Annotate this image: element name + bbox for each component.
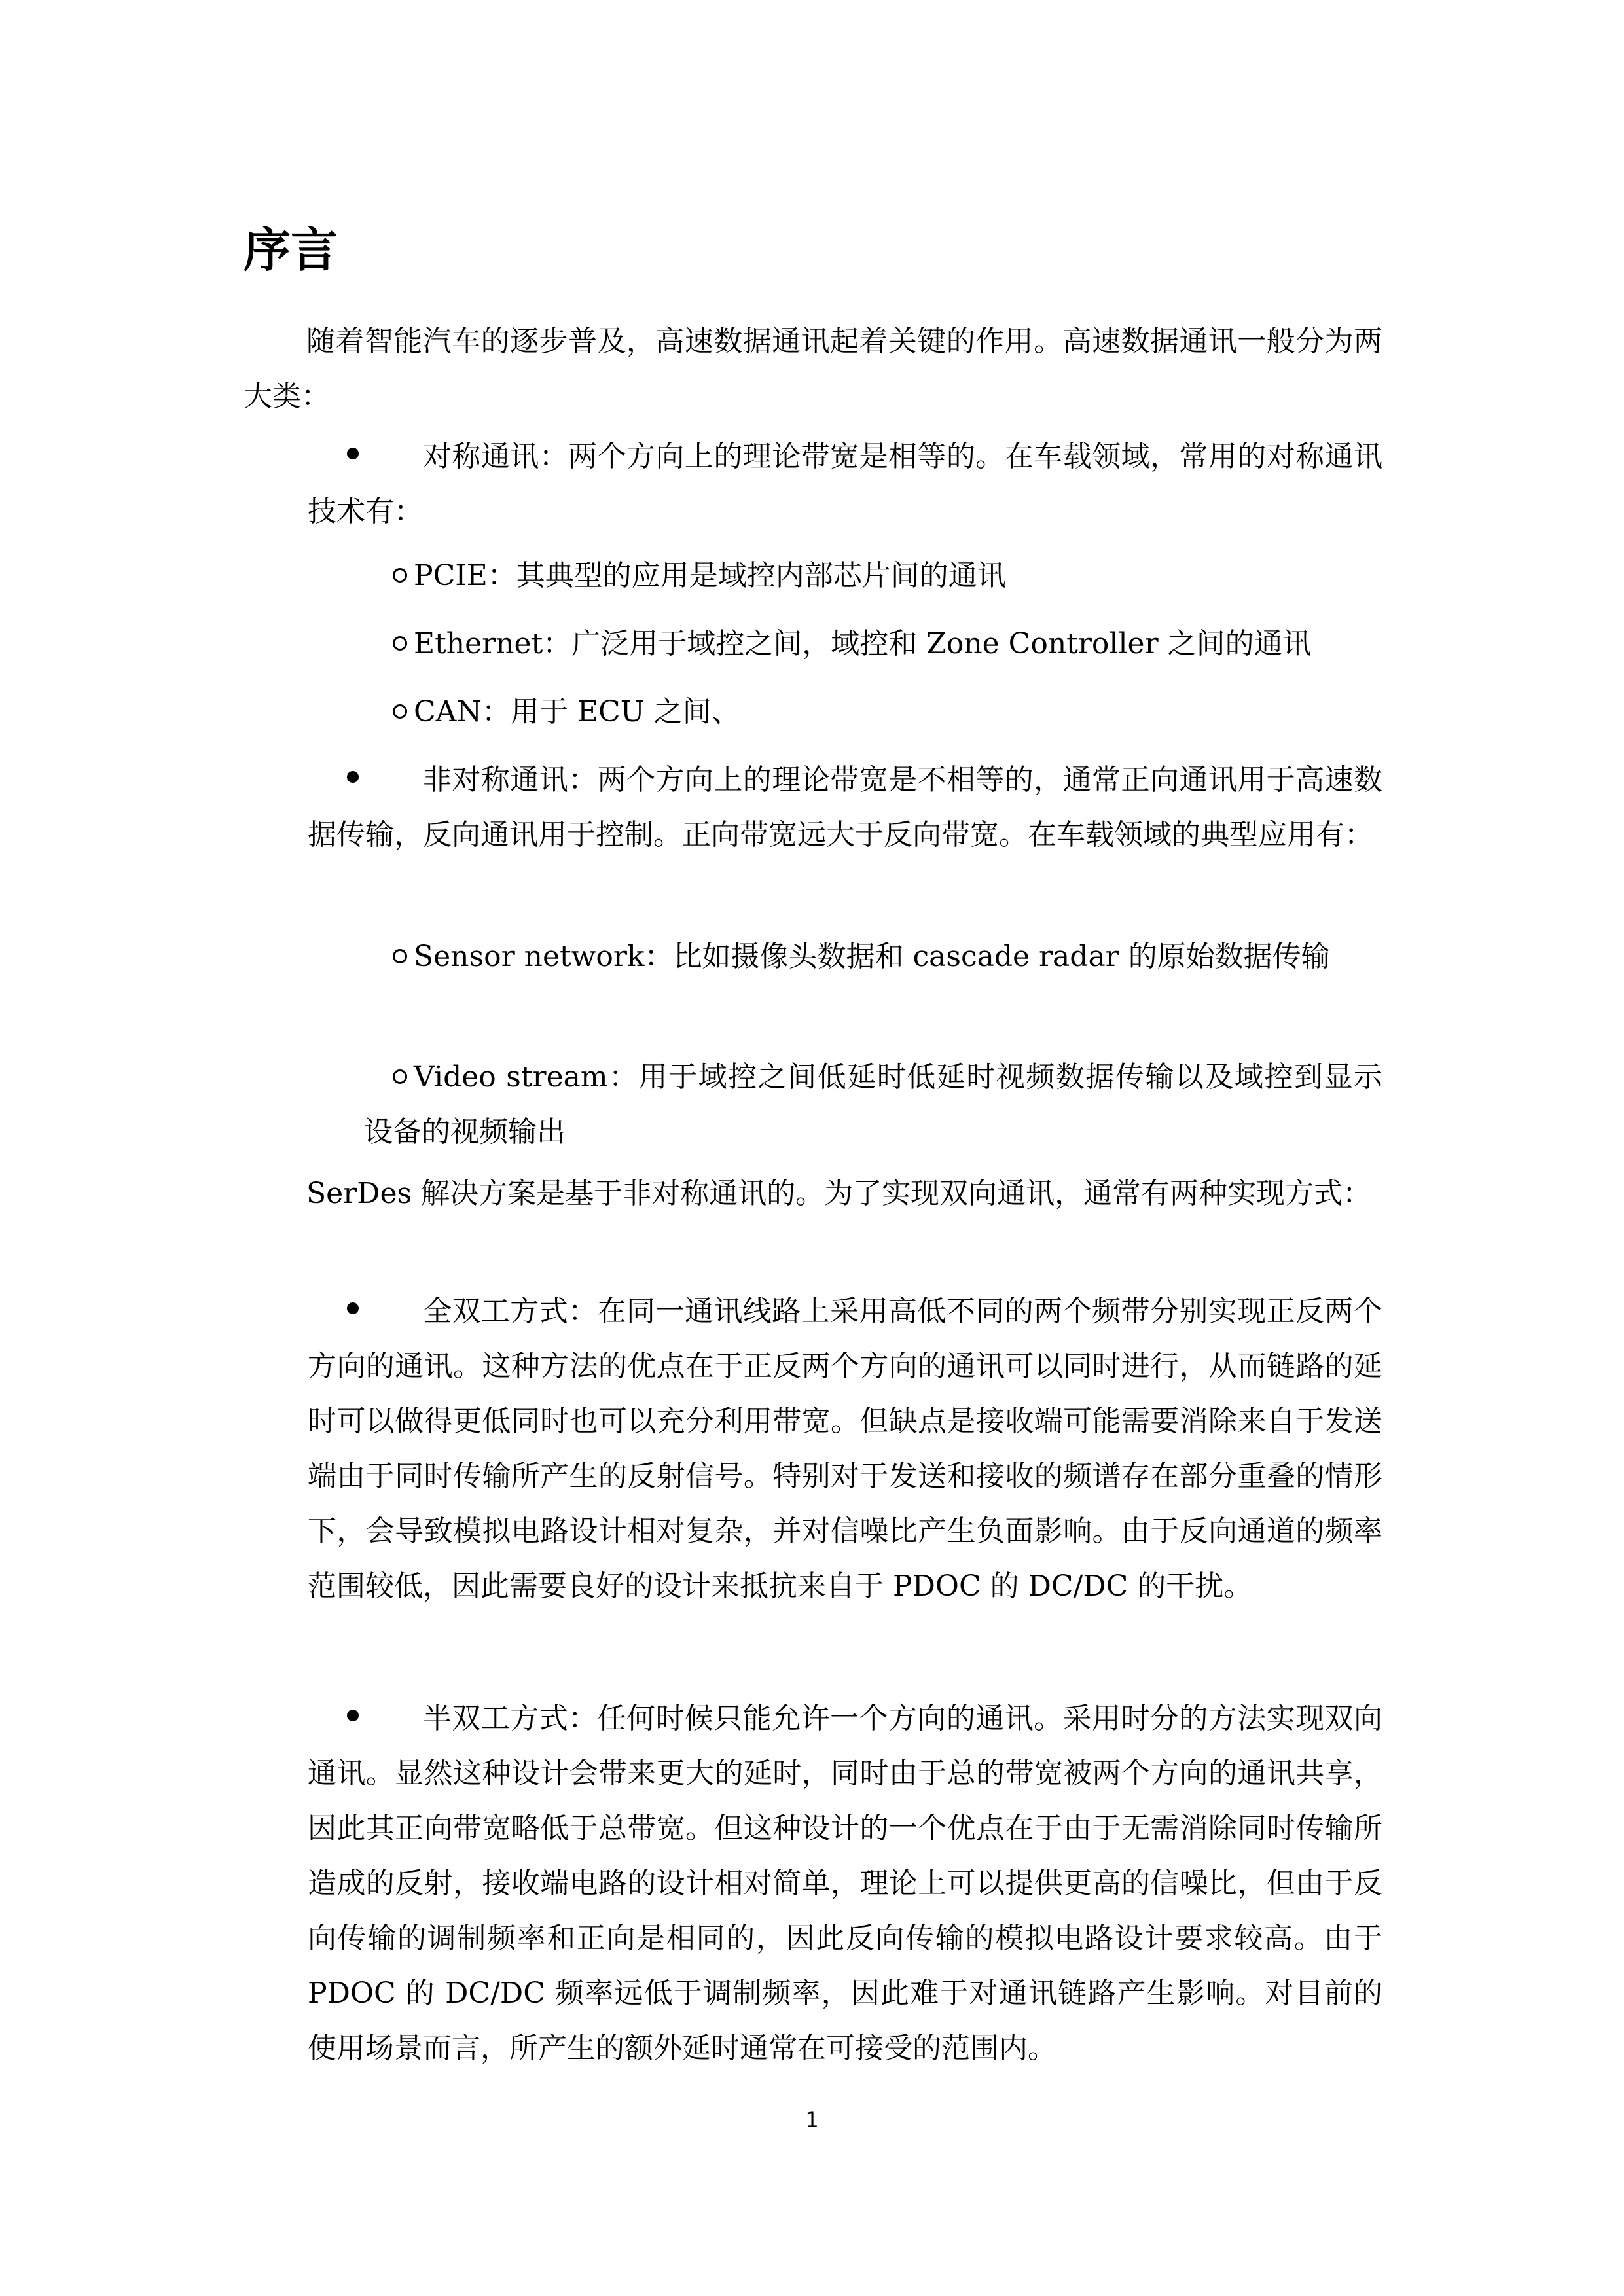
sub-item-pcie [393, 548, 1382, 603]
bullet-text: 非对称通讯：两个方向上的理论带宽是不相等的，通常正向通讯用于高速数据传输，反向通讯用于控制。正向带宽远大于反向带宽。在车载领域的典型应用有： [308, 763, 1382, 852]
bullet-item-asymmetric [308, 753, 1382, 863]
page-number: 1 [805, 2108, 819, 2132]
sub-item-text: Video stream：用于域控之间低延时低延时视频数据传输以及域控到显示设备的视频输出 [364, 1060, 1382, 1149]
sub-item-video-stream [364, 1050, 1382, 1160]
sub-item-text: PCIE：其典型的应用是域控内部芯片间的通讯 [414, 559, 1006, 592]
bullet-dot [347, 1302, 359, 1314]
circle-bullet-icon [393, 949, 407, 963]
bullet-text: 对称通讯：两个方向上的理论带宽是相等的。在车载领域，常用的对称通讯技术有： [308, 440, 1382, 528]
circle-bullet-icon [393, 636, 407, 651]
bullet-dot [347, 448, 359, 459]
intro-paragraph: 随着智能汽车的逐步普及，高速数据通讯起着关键的作用。高速数据通讯一般分为两大类： [244, 325, 1382, 413]
sub-item-text: Sensor network：比如摄像头数据和 cascade radar 的原始数据传输 [414, 940, 1330, 973]
circle-bullet-icon [393, 704, 407, 719]
bullet-dot [347, 1710, 359, 1721]
bullet-item-symmetric [308, 429, 1382, 539]
circle-bullet-icon [393, 568, 407, 583]
sub-item-can [393, 685, 1382, 740]
bullet-text: 全双工方式：在同一通讯线路上采用高低不同的两个频带分别实现正反两个方向的通讯。这种方法的优点在于正反两个方向的通讯可以同时进行，从而链路的延时可以做得更低同时也可以充分利用带宽。但缺点是接收端可能需要消除来自于发送端由于同时传输所产生的反射信号。特别对于发送和接收的频谱存在部分重叠的情形下，会导致模拟电路设计相对复杂，并对信噪比产生负面影响。由于反向通道的频率范围较低，因此需要良好的设计来抵抗来自于 PDOC 的 DC/DC 的干扰。 [308, 1295, 1382, 1603]
bullet-dot [347, 771, 359, 783]
serdes-paragraph: SerDes 解决方案是基于非对称通讯的。为了实现双向通讯，通常有两种实现方式： [306, 1177, 1372, 1210]
page-title: 序言 [244, 223, 338, 278]
bullet-item-full-duplex [308, 1284, 1382, 1614]
sub-item-sensor-network [364, 929, 1382, 984]
bullet-text: 半双工方式：任何时候只能允许一个方向的通讯。采用时分的方法实现双向通讯。显然这种设计会带来更大的延时，同时由于总的带宽被两个方向的通讯共享，因此其正向带宽略低于总带宽。但这种设计的一个优点在于由于无需消除同时传输所造成的反射，接收端电路的设计相对简单，理论上可以提供更高的信噪比，但由于反向传输的调制频率和正向是相同的，因此反向传输的模拟电路设计要求较高。由于 PDOC 的 DC/DC 频率远低于调制频率，因此难于对通讯链路产生影响。对目前的使用场景而言，所产生的额外延时通常在可接受的范围内。 [308, 1702, 1382, 2065]
bullet-item-half-duplex [308, 1691, 1382, 2076]
sub-item-text: CAN：用于 ECU 之间、 [414, 695, 740, 728]
sub-item-text: Ethernet：广泛用于域控之间，域控和 Zone Controller 之间的通讯 [414, 627, 1312, 660]
circle-bullet-icon [393, 1069, 407, 1084]
sub-item-ethernet [393, 617, 1382, 672]
